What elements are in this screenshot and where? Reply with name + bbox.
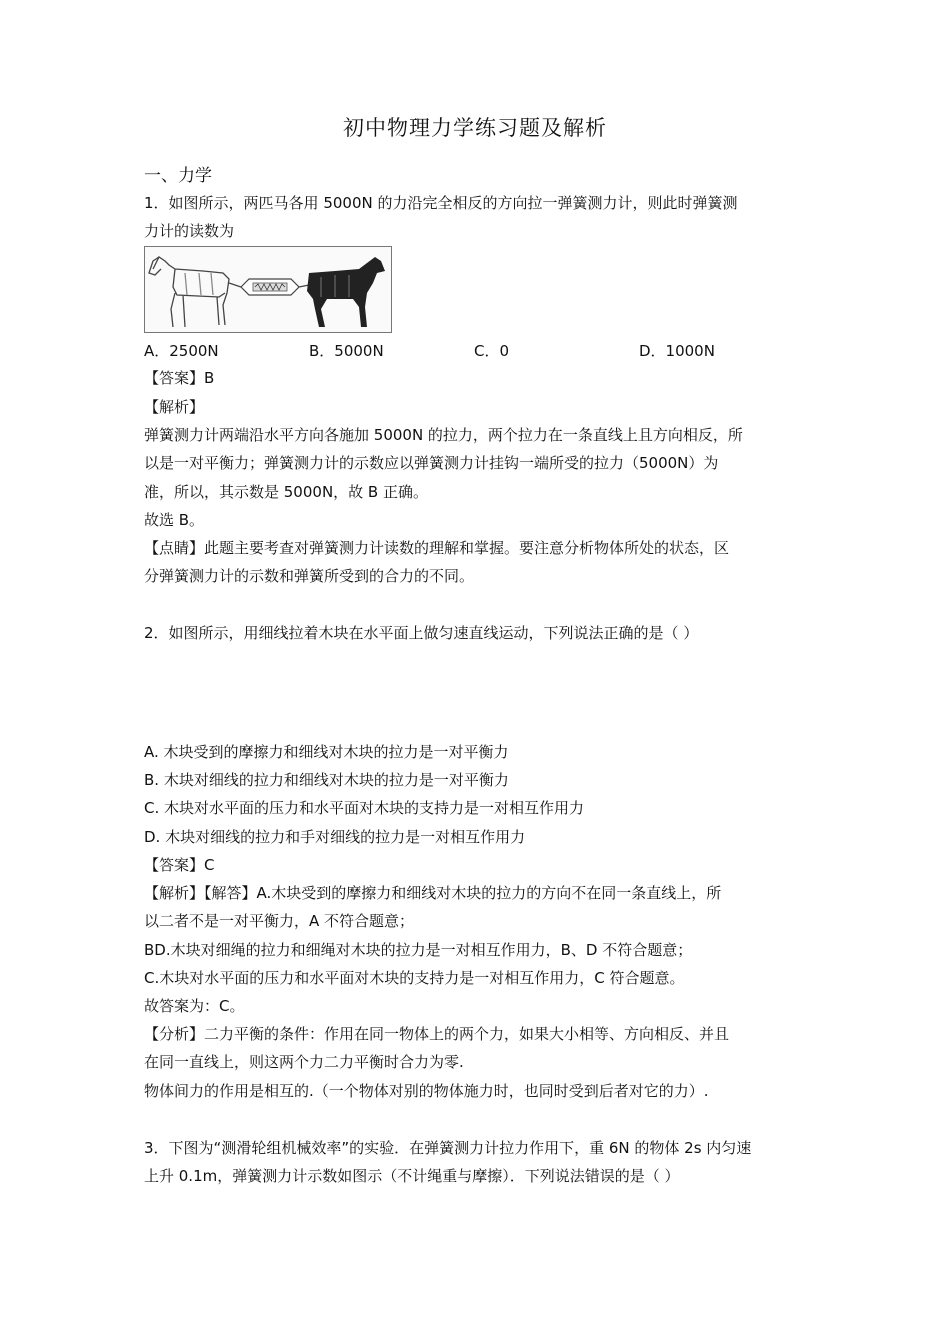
q2-analysis-line-1: 【解析】【解答】A.木块受到的摩擦力和细线对木块的拉力的方向不在同一条直线上，所 bbox=[144, 884, 722, 902]
q2-option-a: A. 木块受到的摩擦力和细线对木块的拉力是一对平衡力 bbox=[144, 743, 509, 761]
q2-option-c: C. 木块对水平面的压力和水平面对木块的支持力是一对相互作用力 bbox=[144, 799, 585, 817]
horses-illustration bbox=[145, 247, 391, 332]
q1-answer: 【答案】B bbox=[144, 369, 215, 387]
section-heading: 一、力学 bbox=[144, 166, 212, 186]
q1-comment-line-2: 分弹簧测力计的示数和弹簧所受到的合力的不同。 bbox=[144, 567, 475, 585]
q1-analysis-line-4: 故选 B。 bbox=[144, 511, 205, 529]
horses-spring-scale-figure bbox=[144, 246, 392, 333]
q1-analysis-line-3: 准，所以，其示数是 5000N，故 B 正确。 bbox=[144, 483, 428, 501]
q1-options bbox=[144, 340, 814, 360]
q2-analysis-line-3: BD.木块对细绳的拉力和细绳对木块的拉力是一对相互作用力，B、D 不符合题意； bbox=[144, 941, 693, 959]
q2-option-b: B. 木块对细线的拉力和细线对木块的拉力是一对平衡力 bbox=[144, 771, 509, 789]
q1-option-c: C．0 bbox=[474, 342, 510, 360]
q3-stem-line-2: 上升 0.1m，弹簧测力计示数如图示（不计绳重与摩擦）．下列说法错误的是（ ） bbox=[144, 1167, 680, 1185]
q2-answer: 【答案】C bbox=[144, 856, 215, 874]
q2-analysis-line-6: 【分析】二力平衡的条件：作用在同一物体上的两个力，如果大小相等、方向相反、并且 bbox=[144, 1025, 730, 1043]
q2-stem: 2．如图所示，用细线拉着木块在水平面上做匀速直线运动，下列说法正确的是（ ） bbox=[144, 624, 699, 642]
q1-comment-line-1: 【点睛】此题主要考查对弹簧测力计读数的理解和掌握。要注意分析物体所处的状态，区 bbox=[144, 539, 730, 557]
q2-analysis-line-5: 故答案为：C。 bbox=[144, 997, 245, 1015]
q1-option-d: D．1000N bbox=[639, 342, 715, 360]
q2-analysis-line-8: 物体间力的作用是相互的.（一个物体对别的物体施力时，也同时受到后者对它的力）. bbox=[144, 1082, 709, 1100]
q2-analysis-line-7: 在同一直线上，则这两个力二力平衡时合力为零. bbox=[144, 1053, 464, 1071]
q1-stem-line-2: 力计的读数为 bbox=[144, 222, 235, 240]
q1-option-a: A．2500N bbox=[144, 342, 219, 360]
q1-option-b: B．5000N bbox=[309, 342, 384, 360]
q2-analysis-line-2: 以二者不是一对平衡力，A 不符合题意； bbox=[144, 912, 415, 930]
q1-analysis-line-1: 弹簧测力计两端沿水平方向各施加 5000N 的拉力，两个拉力在一条直线上且方向相反，所 bbox=[144, 426, 743, 444]
q1-stem-line-1: 1．如图所示，两匹马各用 5000N 的力沿完全相反的方向拉一弹簧测力计，则此时弹簧测 bbox=[144, 194, 738, 212]
q3-stem-line-1: 3．下图为“测滑轮组机械效率”的实验．在弹簧测力计拉力作用下，重 6N 的物体 2s 内匀速 bbox=[144, 1139, 752, 1157]
q1-analysis-label: 【解析】 bbox=[144, 398, 205, 416]
q2-option-d: D. 木块对细线的拉力和手对细线的拉力是一对相互作用力 bbox=[144, 828, 526, 846]
q2-analysis-line-4: C.木块对水平面的压力和水平面对木块的支持力是一对相互作用力，C 符合题意。 bbox=[144, 969, 685, 987]
document-title: 初中物理力学练习题及解析 bbox=[343, 116, 607, 140]
q1-analysis-line-2: 以是一对平衡力；弹簧测力计的示数应以弹簧测力计挂钩一端所受的拉力（5000N）为 bbox=[144, 454, 719, 472]
